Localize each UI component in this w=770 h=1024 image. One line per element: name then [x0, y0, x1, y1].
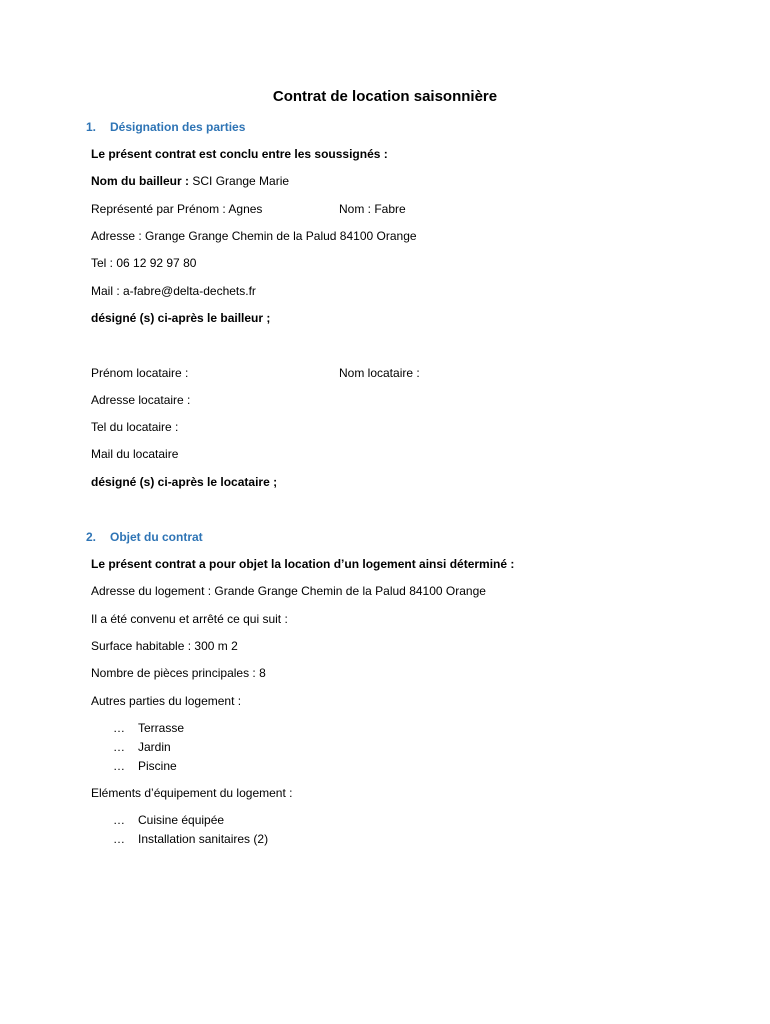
living-area: Surface habitable : 300 m 2 — [91, 639, 238, 653]
list-item — [113, 721, 184, 735]
tenant-first-name: Prénom locataire : — [91, 366, 189, 380]
property-address: Adresse du logement : Grande Grange Chemin de la Palud 84100 Orange — [91, 584, 486, 598]
intro-object: Le présent contrat a pour objet la location d’un logement ainsi déterminé : — [91, 557, 515, 571]
bullet-mark: … — [113, 759, 125, 773]
bullet-mark: … — [113, 832, 125, 846]
bailleur-designation: désigné (s) ci-après le bailleur ; — [91, 311, 271, 325]
list-item-text: Terrasse — [138, 721, 185, 735]
bullet-mark: … — [113, 813, 125, 827]
list-item-text: Cuisine équipée — [138, 813, 225, 827]
section-number: 2. — [86, 530, 97, 544]
list-item-text: Installation sanitaires (2) — [138, 832, 269, 846]
tenant-phone: Tel du locataire : — [91, 420, 179, 434]
document-title: Contrat de location saisonnière — [272, 88, 498, 105]
bailleur-name-value: SCI Grange Marie — [189, 174, 290, 188]
bailleur-name — [91, 174, 289, 188]
section-heading-designation — [86, 120, 245, 134]
list-item — [113, 813, 224, 827]
tenant-address: Adresse locataire : — [91, 393, 191, 407]
equipment-label: Eléments d’équipement du logement : — [91, 786, 293, 800]
representative-last-name: Nom : Fabre — [339, 202, 406, 216]
main-rooms-count: Nombre de pièces principales : 8 — [91, 666, 266, 680]
bullet-mark: … — [113, 721, 125, 735]
section-number: 1. — [86, 120, 97, 134]
list-item — [113, 832, 268, 846]
bailleur-name-label: Nom du bailleur : — [91, 174, 190, 188]
list-item-text: Piscine — [138, 759, 177, 773]
tenant-last-name: Nom locataire : — [339, 366, 420, 380]
agreement-statement: Il a été convenu et arrêté ce qui suit : — [91, 612, 288, 626]
list-item — [113, 759, 177, 773]
list-item-text: Jardin — [138, 740, 171, 754]
tenant-email: Mail du locataire — [91, 447, 179, 461]
other-parts-label: Autres parties du logement : — [91, 694, 242, 708]
bullet-mark: … — [113, 740, 125, 754]
bailleur-phone: Tel : 06 12 92 97 80 — [91, 256, 197, 270]
bailleur-email: Mail : a-fabre@delta-dechets.fr — [91, 284, 256, 298]
bailleur-address: Adresse : Grange Grange Chemin de la Palud 84100 Orange — [91, 229, 417, 243]
intro-parties: Le présent contrat est conclu entre les soussignés : — [91, 147, 388, 161]
tenant-designation: désigné (s) ci-après le locataire ; — [91, 475, 278, 489]
list-item — [113, 740, 171, 754]
section-title: Objet du contrat — [110, 530, 203, 544]
represented-by: Représenté par Prénom : Agnes — [91, 202, 263, 216]
section-title: Désignation des parties — [110, 120, 246, 134]
section-heading-objet — [86, 530, 203, 544]
